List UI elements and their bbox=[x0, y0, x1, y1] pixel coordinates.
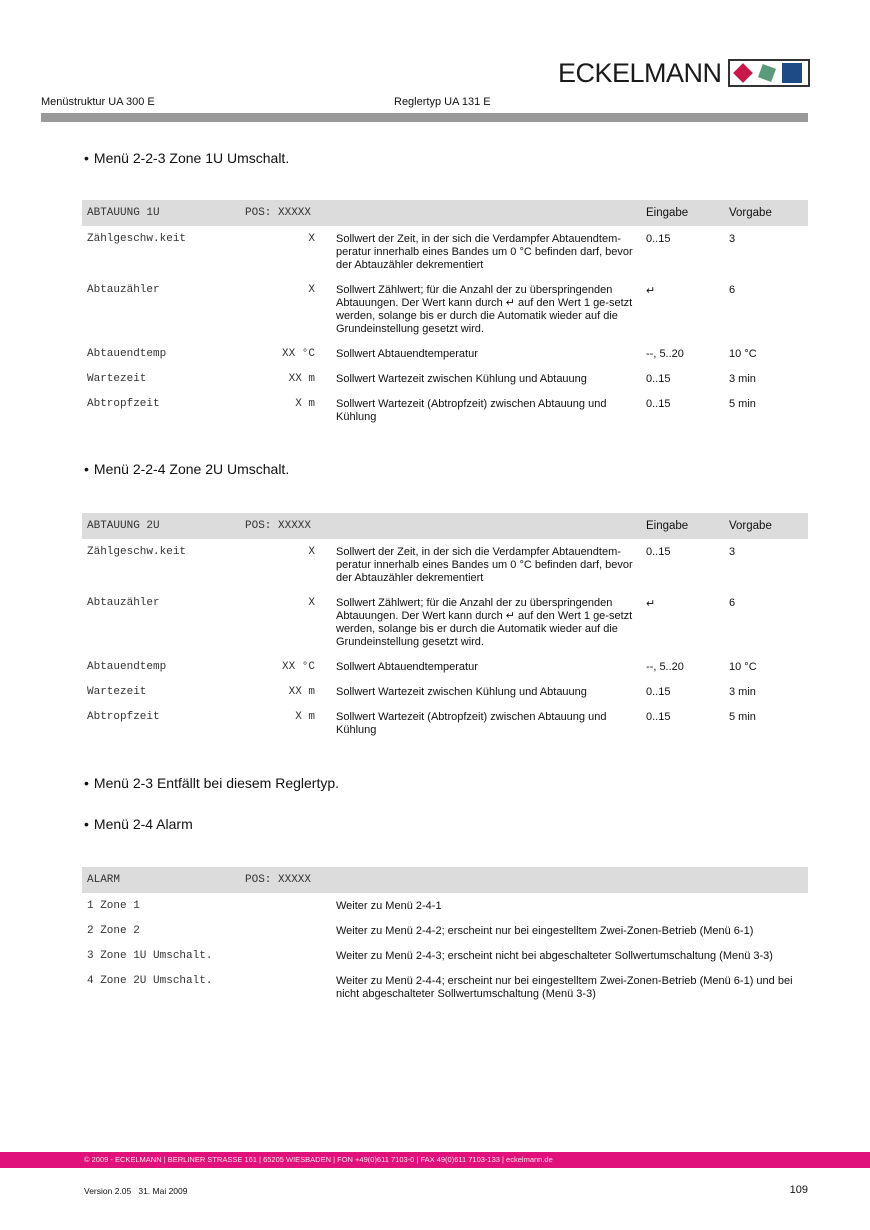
row-description: Sollwert Zählwert; für die Anzahl der zu überspringenden Abtauungen. Der Wert kann durch ↵ auf den Wert 1 ge-setzt werden, solange bis er durch die Automatik wieder auf die Grundeinstellung gesetzt wird. bbox=[336, 597, 633, 648]
row-value: X bbox=[308, 546, 315, 558]
row-eingabe: 0..15 bbox=[646, 686, 671, 698]
row-description: Sollwert Abtauendtemperatur bbox=[336, 661, 478, 673]
row-eingabe: 0..15 bbox=[646, 373, 671, 385]
row-name: Zählgeschw.keit bbox=[87, 233, 187, 245]
menu-table-alarm bbox=[82, 867, 808, 1000]
row-name: Abtauzähler bbox=[87, 284, 160, 296]
row-eingabe: 0..15 bbox=[646, 711, 671, 723]
row-vorgabe: 5 min bbox=[729, 711, 756, 723]
row-description: Sollwert Wartezeit (Abtropfzeit) zwischen Abtauung und Kühlung bbox=[336, 711, 607, 736]
page-number: 109 bbox=[789, 1184, 808, 1196]
row-name: Wartezeit bbox=[87, 686, 147, 698]
row-name: 4 Zone 2U Umschalt. bbox=[87, 975, 213, 987]
row-vorgabe: 3 min bbox=[729, 373, 756, 385]
row-name: Abtauendtemp bbox=[87, 661, 167, 673]
row-description: Sollwert der Zeit, in der sich die Verdampfer Abtauendtem-peratur innerhalb eines Bandes um 0 °C befinden darf, bevor der Abtauzähler dekrementiert bbox=[336, 233, 633, 271]
header-eingabe: Eingabe bbox=[646, 207, 689, 219]
row-description: Weiter zu Menü 2-4-1 bbox=[336, 900, 442, 912]
header-position: POS: XXXXX bbox=[245, 207, 312, 219]
row-vorgabe: 5 min bbox=[729, 398, 756, 410]
row-description: Sollwert Zählwert; für die Anzahl der zu überspringenden Abtauungen. Der Wert kann durch ↵ auf den Wert 1 ge-setzt werden, solange bis er durch die Automatik wieder auf die Grundeinstellung gesetzt wird. bbox=[336, 284, 633, 335]
row-description: Sollwert der Zeit, in der sich die Verdampfer Abtauendtem-peratur innerhalb eines Bandes um 0 °C befinden darf, bevor der Abtauzähler dekrementiert bbox=[336, 546, 633, 584]
row-value: XX °C bbox=[281, 661, 315, 673]
row-name: Abtropfzeit bbox=[87, 398, 160, 410]
row-description: Sollwert Wartezeit zwischen Kühlung und Abtauung bbox=[336, 373, 587, 385]
row-eingabe: ↵ bbox=[646, 285, 656, 297]
row-description: Sollwert Wartezeit (Abtropfzeit) zwischen Abtauung und Kühlung bbox=[336, 398, 607, 423]
row-eingabe: 0..15 bbox=[646, 233, 671, 245]
brand-logo-icon bbox=[728, 59, 810, 87]
row-name: Abtauzähler bbox=[87, 597, 160, 609]
row-name: 3 Zone 1U Umschalt. bbox=[87, 950, 213, 962]
row-vorgabe: 10 °C bbox=[729, 348, 757, 360]
row-eingabe: 0..15 bbox=[646, 546, 671, 558]
table-header bbox=[82, 867, 808, 893]
menu-table-zone-1u bbox=[82, 200, 808, 423]
header-menu-name: ALARM bbox=[87, 874, 121, 886]
row-value: X bbox=[308, 597, 315, 609]
header-position: POS: XXXXX bbox=[245, 874, 312, 886]
footer-copyright: © 2009 - ECKELMANN | BERLINER STRASSE 161 | 65205 WIESBADEN | FON +49(0)611 7103-0 | FAX 49(0)611 7103-133 | eckelmann.de bbox=[84, 1155, 553, 1164]
row-eingabe: ↵ bbox=[646, 598, 656, 610]
row-description: Weiter zu Menü 2-4-2; erscheint nur bei eingestelltem Zwei-Zonen-Betrieb (Menü 6-1) bbox=[336, 925, 754, 937]
row-eingabe: 0..15 bbox=[646, 398, 671, 410]
section-title-2-4: • Menü 2-4 Alarm bbox=[84, 816, 193, 832]
row-eingabe: --, 5..20 bbox=[646, 661, 684, 673]
header-menu-name: ABTAUUNG 2U bbox=[87, 520, 160, 532]
row-name: Abtauendtemp bbox=[87, 348, 167, 360]
row-value: XX m bbox=[288, 373, 315, 385]
row-description: Sollwert Abtauendtemperatur bbox=[336, 348, 478, 360]
section-title-2-2-4: • Menü 2-2-4 Zone 2U Umschalt. bbox=[84, 461, 290, 477]
row-vorgabe: 3 min bbox=[729, 686, 756, 698]
version-date: Version 2.05 31. Mai 2009 bbox=[84, 1186, 188, 1196]
header-document-title: Menüstruktur UA 300 E bbox=[41, 96, 155, 108]
row-value: XX m bbox=[288, 686, 315, 698]
row-description: Weiter zu Menü 2-4-3; erscheint nicht bei abgeschalteter Sollwertumschaltung (Menü 3-3) bbox=[336, 950, 773, 962]
header-controller-type: Reglertyp UA 131 E bbox=[394, 96, 491, 108]
row-value: X bbox=[308, 284, 315, 296]
row-name: 2 Zone 2 bbox=[87, 925, 140, 937]
header-menu-name: ABTAUUNG 1U bbox=[87, 207, 160, 219]
menu-table-zone-2u bbox=[82, 513, 808, 736]
row-value: X bbox=[308, 233, 315, 245]
row-name: Abtropfzeit bbox=[87, 711, 160, 723]
row-name: Zählgeschw.keit bbox=[87, 546, 187, 558]
row-name: 1 Zone 1 bbox=[87, 900, 140, 912]
brand-logo bbox=[558, 58, 810, 88]
row-vorgabe: 6 bbox=[729, 284, 736, 296]
row-vorgabe: 3 bbox=[729, 546, 736, 558]
row-vorgabe: 3 bbox=[729, 233, 736, 245]
header-eingabe: Eingabe bbox=[646, 520, 689, 532]
row-value: X m bbox=[295, 398, 315, 410]
row-eingabe: --, 5..20 bbox=[646, 348, 684, 360]
row-name: Wartezeit bbox=[87, 373, 147, 385]
header-vorgabe: Vorgabe bbox=[729, 520, 772, 532]
brand-name: ECKELMANN bbox=[558, 58, 722, 88]
row-vorgabe: 6 bbox=[729, 597, 736, 609]
table-header bbox=[82, 513, 808, 539]
section-title-2-3: • Menü 2-3 Entfällt bei diesem Reglertyp. bbox=[84, 775, 340, 791]
row-vorgabe: 10 °C bbox=[729, 661, 757, 673]
row-value: X m bbox=[295, 711, 315, 723]
row-description: Sollwert Wartezeit zwischen Kühlung und Abtauung bbox=[336, 686, 587, 698]
row-value: XX °C bbox=[281, 348, 315, 360]
table-header bbox=[82, 200, 808, 226]
row-description: Weiter zu Menü 2-4-4; erscheint nur bei eingestelltem Zwei-Zonen-Betrieb (Menü 6-1) und bei nicht abgeschalteter Sollwertumschaltung (Menü 3-3) bbox=[336, 975, 793, 1000]
section-title-2-2-3: • Menü 2-2-3 Zone 1U Umschalt. bbox=[84, 150, 290, 166]
header-rule bbox=[41, 113, 808, 122]
header-position: POS: XXXXX bbox=[245, 520, 312, 532]
header-vorgabe: Vorgabe bbox=[729, 207, 772, 219]
